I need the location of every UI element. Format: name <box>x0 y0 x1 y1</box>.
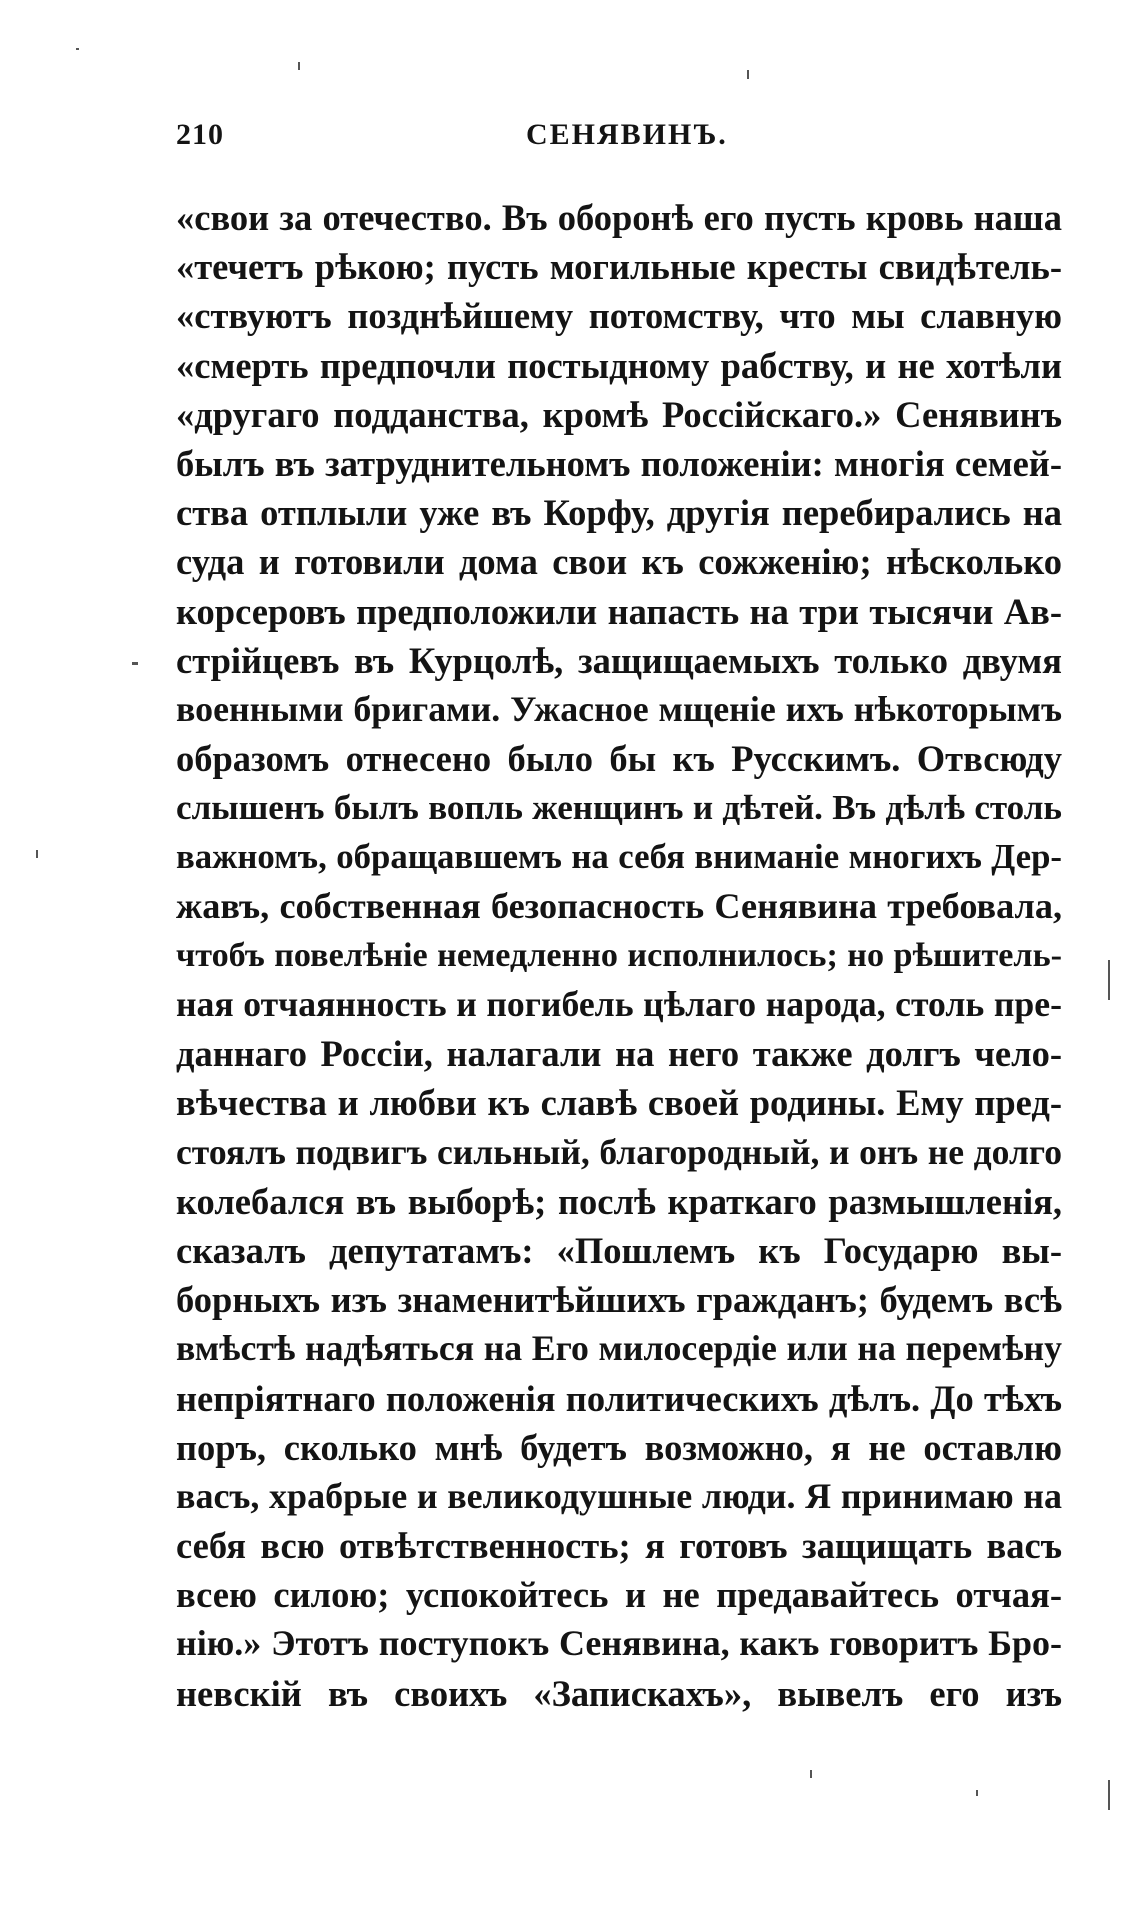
text-line: суда и готовили дома свои къ сожженію; нѣсколько <box>176 541 1062 583</box>
text-line: корсеровъ предположили напасть на три тысячи Ав- <box>176 590 1062 632</box>
text-line: сказалъ депутатамъ: «Пошлемъ къ Государю вы- <box>176 1229 1062 1271</box>
text-line: даннаго Россіи, налагали на него также долгъ чело- <box>176 1033 1062 1075</box>
text-line: былъ въ затруднительномъ положеніи: многія семей- <box>176 442 1062 484</box>
text-line: «ствуютъ позднѣйшему потомству, что мы славную <box>176 295 1062 337</box>
text-line: васъ, храбрые и великодушные люди. Я принимаю на <box>176 1475 1062 1516</box>
text-line: «свои за отечество. Въ оборонѣ его пусть кровь наша <box>176 197 1062 238</box>
text-line: военными бригами. Ужасное мщеніе ихъ нѣкоторымъ <box>176 688 1062 729</box>
page-header <box>176 118 1062 168</box>
text-line: жавъ, собственная безопасность Сенявина требовала, <box>176 885 1062 926</box>
scan-speck <box>36 850 38 858</box>
text-line: слышенъ былъ вопль женщинъ и дѣтей. Въ дѣлѣ столь <box>176 788 1062 828</box>
running-head: СЕНЯВИНЪ. <box>526 118 728 151</box>
page-number: 210 <box>176 118 224 151</box>
text-line: нію.» Этотъ поступокъ Сенявина, какъ говоритъ Бро- <box>176 1623 1062 1664</box>
text-line: вмѣстѣ надѣяться на Его милосердіе или на перемѣну <box>176 1328 1062 1369</box>
text-line: ства отплыли уже въ Корфу, другія перебирались на <box>176 492 1062 534</box>
text-line: стоялъ подвигъ сильный, благородный, и онъ не долго <box>176 1131 1062 1172</box>
text-line: поръ, сколько мнѣ будетъ возможно, я не оставлю <box>176 1426 1062 1468</box>
text-line: «другаго подданства, кромѣ Россійскаго.» Сенявинъ <box>176 393 1062 435</box>
text-line: борныхъ изъ знаменитѣйшихъ гражданъ; будемъ всѣ <box>176 1279 1062 1321</box>
text-line: стрійцевъ въ Курцолѣ, защищаемыхъ только двумя <box>176 639 1062 681</box>
text-line: всею силою; успокойтесь и не предавайтесь отчая- <box>176 1574 1062 1616</box>
scan-speck <box>76 48 79 50</box>
text-line: важномъ, обращавшемъ на себя вниманіе многихъ Дер- <box>176 837 1062 877</box>
scan-speck <box>976 1790 978 1796</box>
scan-speck <box>747 70 749 79</box>
scan-speck <box>1108 1780 1110 1810</box>
text-line: чтобъ повелѣніе немедленно исполнилось; но рѣшитель- <box>176 936 1062 974</box>
text-line: «смерть предпочли постыдному рабству, и не хотѣли <box>176 344 1062 386</box>
text-line: непріятнаго положенія политическихъ дѣлъ. До тѣхъ <box>176 1377 1062 1419</box>
text-line: ная отчаянность и погибель цѣлаго народа, столь пре- <box>176 984 1062 1024</box>
scan-speck <box>810 1770 812 1778</box>
text-line: невскій въ своихъ «Запискахъ», вывелъ его изъ <box>176 1672 1062 1714</box>
text-line: вѣчества и любви къ славѣ своей родины. Ему пред- <box>176 1082 1062 1124</box>
text-line: образомъ отнесено было бы къ Русскимъ. Отвсюду <box>176 738 1062 780</box>
text-line: «течетъ рѣкою; пусть могильные кресты свидѣтель- <box>176 246 1062 288</box>
scan-speck <box>298 62 300 70</box>
scan-speck <box>132 662 138 665</box>
text-body <box>176 193 1062 1718</box>
text-line: себя всю отвѣтственность; я готовъ защищать васъ <box>176 1525 1062 1567</box>
scan-speck <box>1108 960 1110 1000</box>
text-line: колебался въ выборѣ; послѣ краткаго размышленія, <box>176 1180 1062 1222</box>
